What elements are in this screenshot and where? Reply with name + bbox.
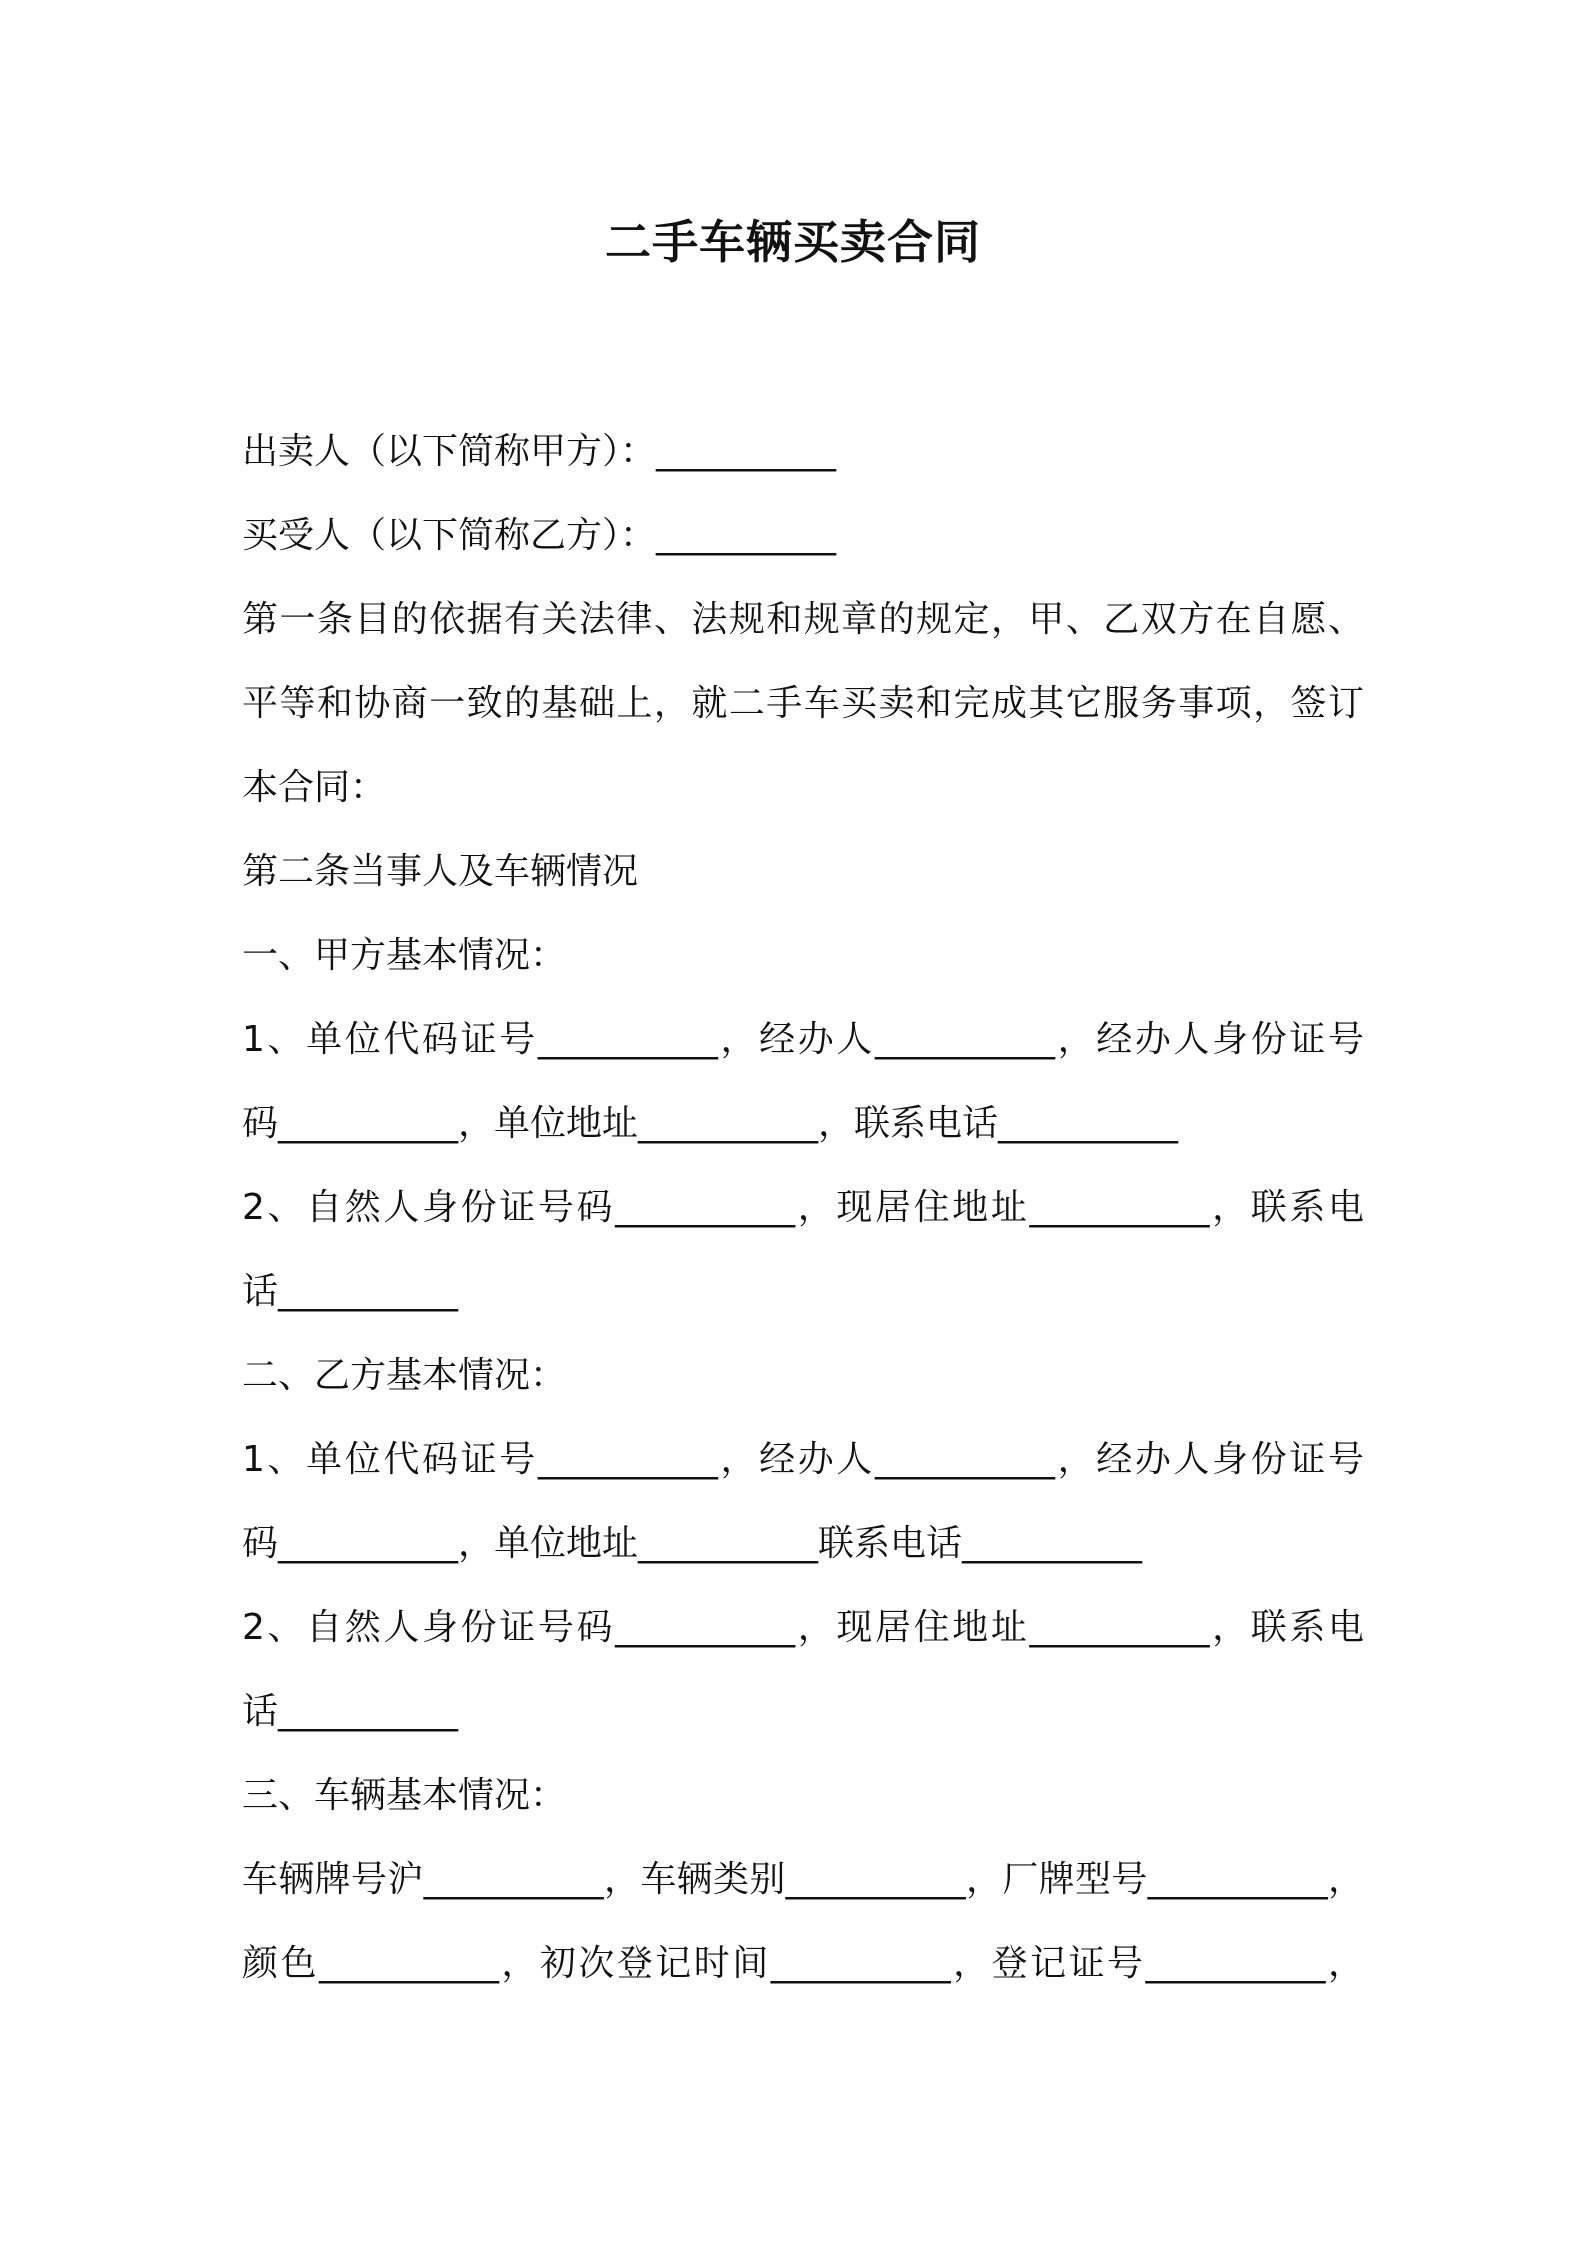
text-line-seller: 出卖人（以下简称甲方）：__________ bbox=[242, 431, 837, 472]
text-line-article-1-end: 本合同： bbox=[242, 767, 387, 808]
text-line-article-2-heading: 第二条当事人及车辆情况 bbox=[242, 851, 639, 892]
text-line-party-a-item-1: 1、单位代码证号__________，经办人__________，经办人身份证号 bbox=[242, 1019, 1364, 1060]
text-line-party-b-item-2: 2、自然人身份证号码__________，现居住地址__________，联系电 bbox=[242, 1607, 1364, 1648]
text-line-party-a-item-1-cont: 码__________，单位地址__________，联系电话__________ bbox=[242, 1103, 1179, 1144]
text-line-party-a-heading: 一、甲方基本情况： bbox=[242, 935, 567, 976]
text-line-party-b-heading: 二、乙方基本情况： bbox=[242, 1355, 567, 1396]
text-line-article-1-cont: 平等和协商一致的基础上，就二手车买卖和完成其它服务事项，签订 bbox=[242, 683, 1364, 724]
text-line-buyer: 买受人（以下简称乙方）：__________ bbox=[242, 515, 837, 556]
text-line-vehicle-info-2: 颜色__________，初次登记时间__________，登记证号__________， bbox=[242, 1943, 1364, 1984]
text-line-vehicle-heading: 三、车辆基本情况： bbox=[242, 1775, 567, 1816]
text-line-party-b-item-1-cont: 码__________，单位地址__________联系电话__________ bbox=[242, 1523, 1143, 1564]
text-line-party-a-item-2-cont: 话__________ bbox=[242, 1271, 459, 1312]
text-line-vehicle-info-1: 车辆牌号沪__________，车辆类别__________，厂牌型号__________， bbox=[242, 1859, 1364, 1900]
text-line-article-1: 第一条目的依据有关法律、法规和规章的规定，甲、乙双方在自愿、 bbox=[242, 599, 1364, 640]
document-body bbox=[242, 410, 1364, 2006]
document-title: 二手车辆买卖合同 bbox=[605, 215, 981, 269]
text-line-party-b-item-1: 1、单位代码证号__________，经办人__________，经办人身份证号 bbox=[242, 1439, 1364, 1480]
text-line-party-b-item-2-cont: 话__________ bbox=[242, 1691, 459, 1732]
text-line-party-a-item-2: 2、自然人身份证号码__________，现居住地址__________，联系电 bbox=[242, 1187, 1364, 1228]
